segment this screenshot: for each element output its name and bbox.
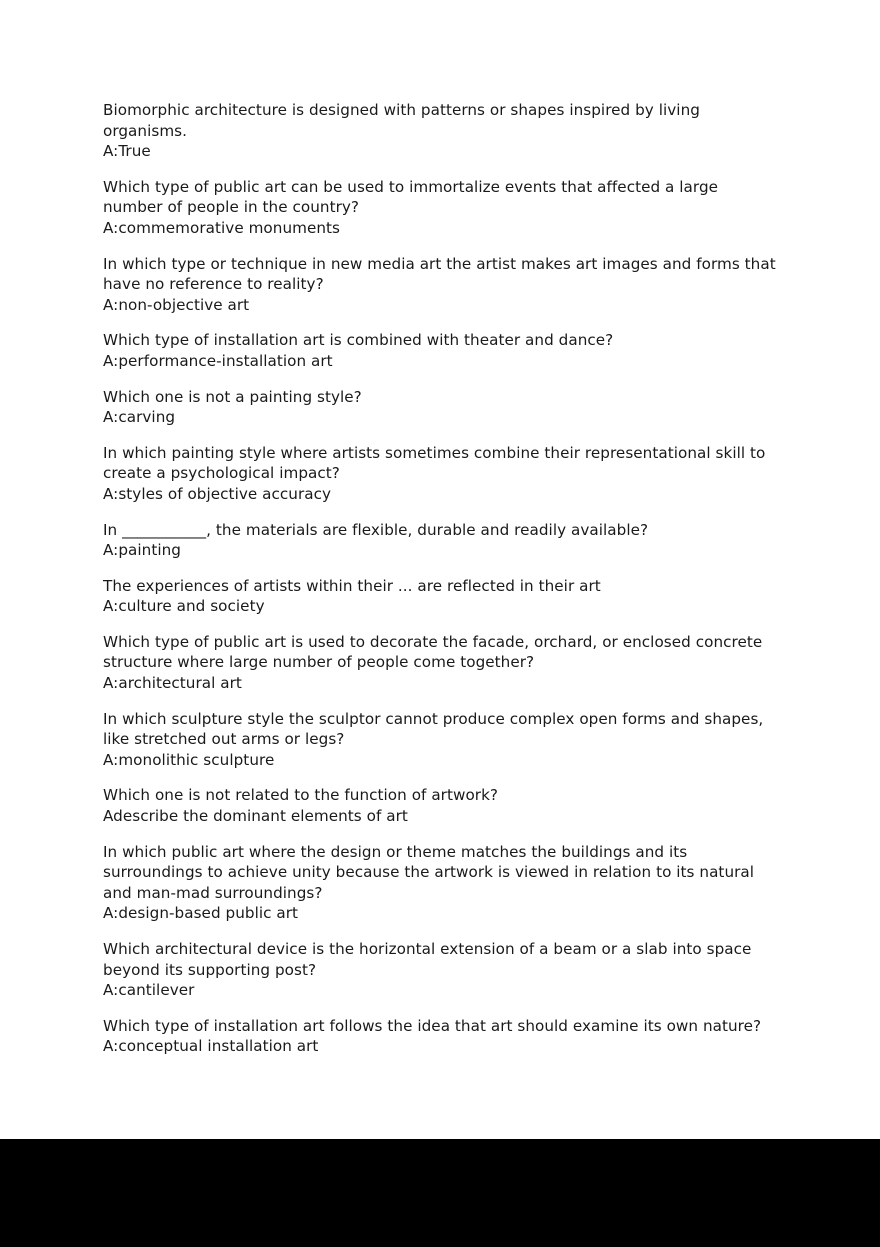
question-text: Which one is not a painting style? (103, 387, 362, 406)
qa-item (103, 177, 779, 239)
qa-item (103, 785, 779, 826)
question-text: Which one is not related to the function of artwork? (103, 786, 499, 805)
qa-item (103, 387, 779, 428)
question-text: Which type of installation art follows the idea that art should examine its own nature? (103, 1016, 762, 1035)
question-text: In which public art where the design or theme matches the buildings and its surroundings to achieve unity because the artwork is viewed in relation to its natural and man-mad surroundings? (103, 842, 755, 902)
question-text: In which type or technique in new media art the artist makes art images and forms that have no reference to reality? (103, 254, 776, 294)
answer-text: A:performance-installation art (103, 351, 333, 370)
answer-text: A:architectural art (103, 674, 242, 693)
question-text: In which painting style where artists sometimes combine their representational skill to create a psychological impact? (103, 443, 766, 483)
answer-text: A:painting (103, 541, 181, 560)
qa-item (103, 443, 779, 505)
question-text: In ___________, the materials are flexible, durable and readily available? (103, 520, 649, 539)
qa-item (103, 939, 779, 1001)
question-text: The experiences of artists within their ... are reflected in their art (103, 576, 601, 595)
answer-text: A:conceptual installation art (103, 1037, 319, 1056)
qa-item (103, 1016, 779, 1057)
answer-text: A:styles of objective accuracy (103, 484, 332, 503)
answer-text: A:commemorative monuments (103, 218, 341, 237)
answer-text: A:monolithic sculpture (103, 750, 275, 769)
answer-text: A:design-based public art (103, 904, 299, 923)
question-text: Biomorphic architecture is designed with patterns or shapes inspired by living organisms. (103, 101, 700, 140)
qa-item (103, 330, 779, 371)
qa-item (103, 709, 779, 771)
qa-item (103, 632, 779, 694)
qa-item (103, 576, 779, 617)
answer-text: A:carving (103, 408, 176, 427)
qa-item (103, 100, 779, 162)
answer-text: A:non-objective art (103, 295, 250, 314)
question-text: Which architectural device is the horizontal extension of a beam or a slab into space beyond its supporting post? (103, 940, 752, 979)
answer-text: A:cantilever (103, 981, 195, 1000)
qa-item (103, 520, 779, 561)
question-text: Which type of installation art is combined with theater and dance? (103, 331, 614, 350)
answer-text: A:True (103, 142, 151, 161)
question-text: In which sculpture style the sculptor cannot produce complex open forms and shapes, like stretched out arms or legs? (103, 709, 764, 749)
qa-item (103, 842, 779, 924)
answer-text: A:culture and society (103, 597, 265, 616)
question-text: Which type of public art is used to decorate the facade, orchard, or enclosed concrete structure where large number of people come together? (103, 632, 763, 672)
answer-text: Adescribe the dominant elements of art (103, 807, 408, 826)
question-text: Which type of public art can be used to immortalize events that affected a large number of people in the country? (103, 177, 719, 217)
qa-item (103, 254, 779, 316)
document-body (103, 100, 779, 1057)
page-bottom-band (0, 1139, 880, 1247)
